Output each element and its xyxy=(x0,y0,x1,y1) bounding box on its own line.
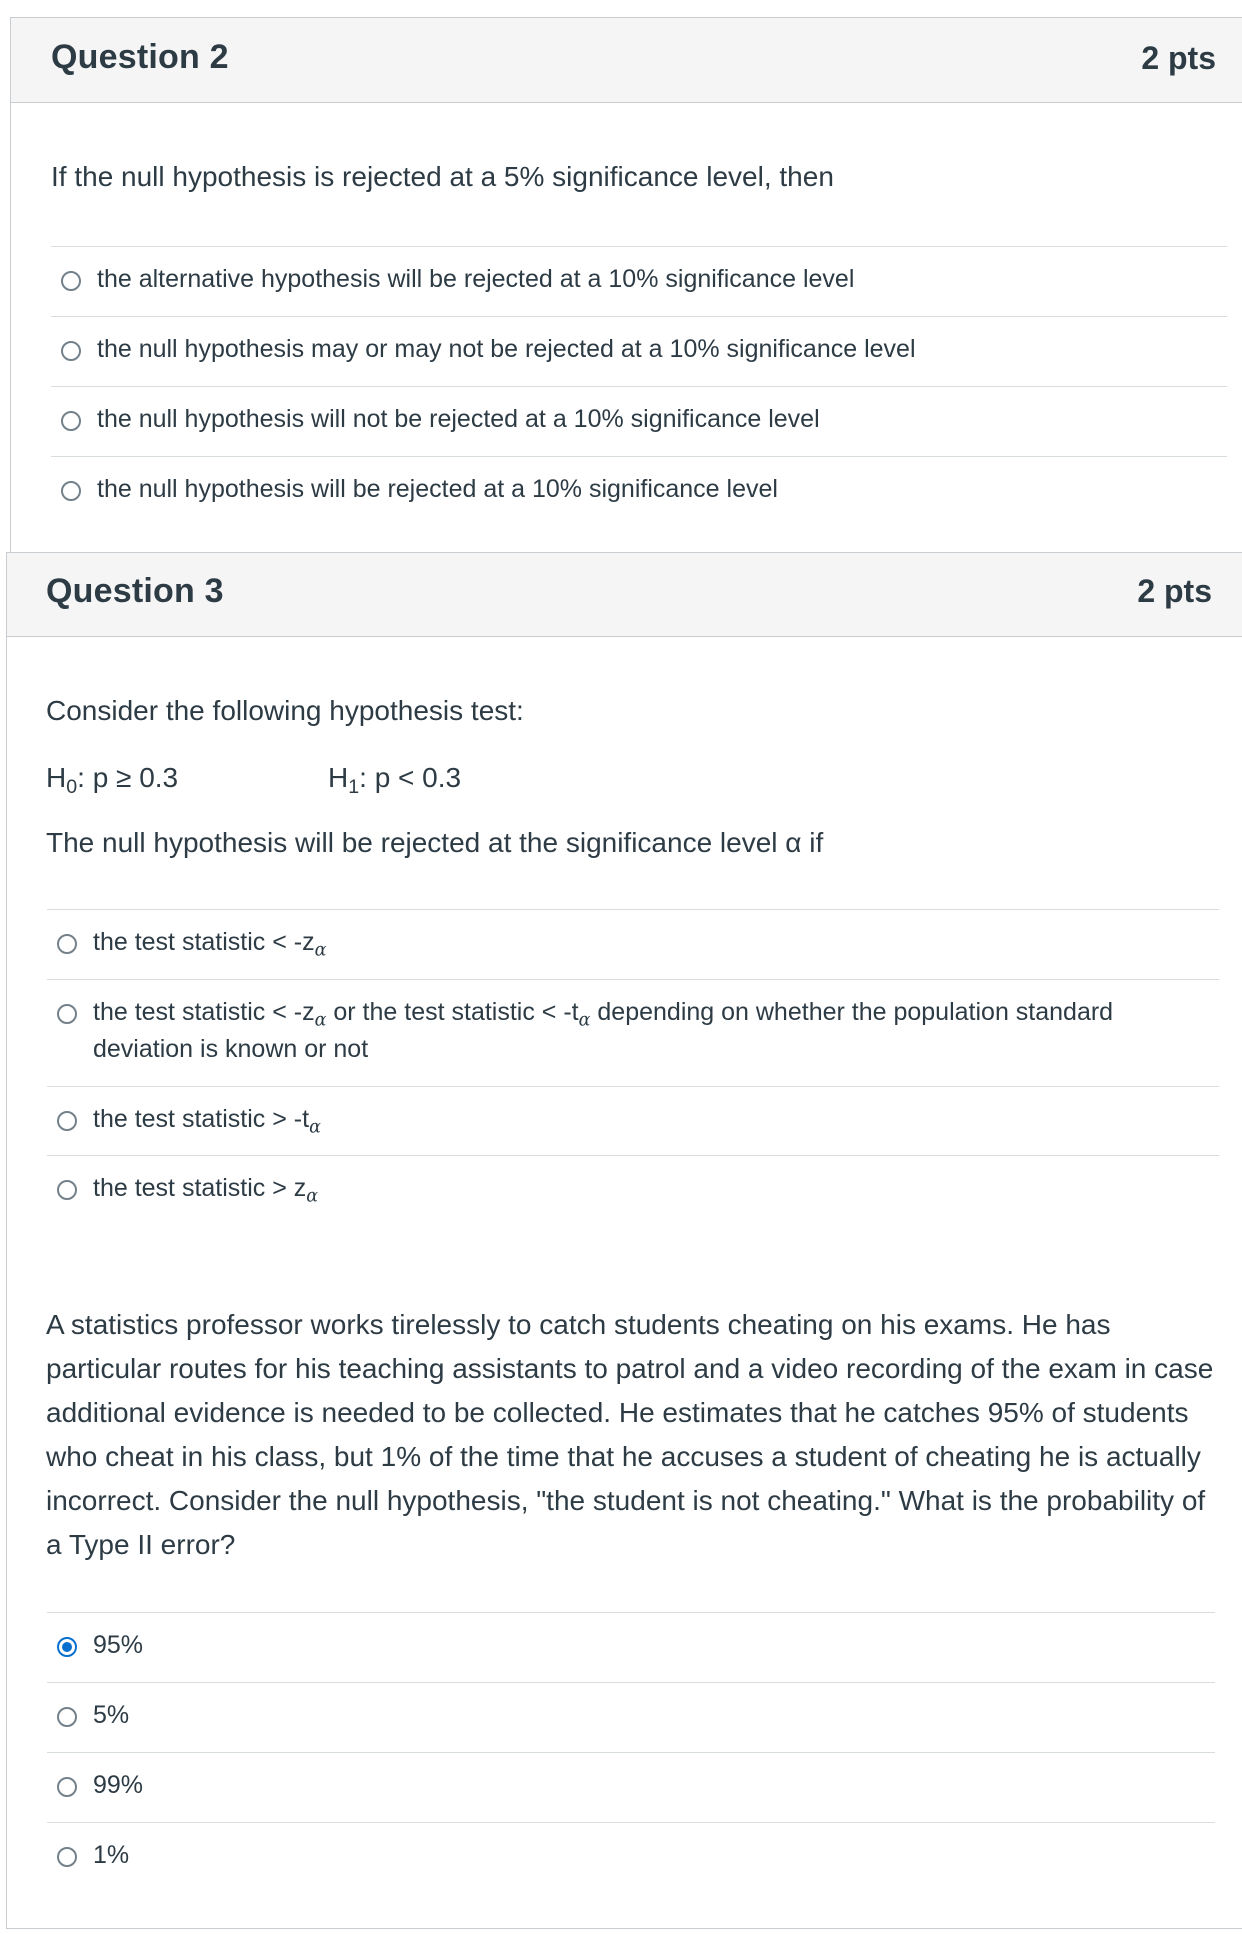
answer-label: the null hypothesis will be rejected at a 10% significance level xyxy=(97,475,778,503)
answer-label: 99% xyxy=(93,1771,144,1799)
answer-label: 1% xyxy=(93,1841,130,1869)
radio-button[interactable] xyxy=(61,271,81,291)
radio-button[interactable] xyxy=(57,1707,77,1727)
question-3-card xyxy=(6,552,1242,1264)
answer-label: the test statistic > $-t_\alpha$ xyxy=(93,1105,321,1138)
radio-button[interactable] xyxy=(57,1777,77,1797)
radio-button[interactable] xyxy=(57,1004,77,1024)
answer-label: 95% xyxy=(93,1631,144,1659)
h1-rest: : p < 0.3 xyxy=(359,762,462,793)
answer-option[interactable] xyxy=(47,909,1219,979)
radio-button[interactable] xyxy=(57,1111,77,1131)
answer-list xyxy=(51,246,1227,526)
question-points: 2 pts xyxy=(1141,40,1216,76)
h0-rest: : p ≥ 0.3 xyxy=(77,762,179,793)
answer-label: 5% xyxy=(93,1701,130,1729)
question-2-card xyxy=(10,17,1242,557)
h1-label: H xyxy=(328,762,349,793)
radio-button[interactable] xyxy=(57,934,77,954)
answer-option[interactable] xyxy=(51,456,1227,526)
answer-list xyxy=(47,909,1219,1224)
answer-label: the null hypothesis may or may not be rejected at a 10% significance level xyxy=(97,335,916,363)
question-stem-intro: Consider the following hypothesis test: xyxy=(46,695,524,726)
h0-label: H xyxy=(46,762,67,793)
hypothesis-h1 xyxy=(328,756,461,800)
h0-subscript: 0 xyxy=(66,775,78,798)
answer-option[interactable] xyxy=(47,1682,1215,1752)
question-stem-outro: The null hypothesis will be rejected at the significance level α if xyxy=(46,827,824,858)
radio-button-selected[interactable] xyxy=(57,1637,77,1657)
answer-option[interactable] xyxy=(47,979,1219,1086)
answer-option[interactable] xyxy=(47,1086,1219,1155)
answer-list xyxy=(47,1612,1215,1892)
radio-button[interactable] xyxy=(57,1847,77,1867)
question-2-header xyxy=(11,18,1242,103)
radio-button[interactable] xyxy=(61,411,81,431)
answer-option[interactable] xyxy=(51,246,1227,316)
answer-label: the test statistic < $-z_\alpha$ or the test statistic < $-t_\alpha$ depending on whether the population standard deviation is known or not xyxy=(93,998,1114,1063)
answer-option[interactable] xyxy=(47,1822,1215,1892)
radio-button[interactable] xyxy=(57,1180,77,1200)
question-stem: If the null hypothesis is rejected at a 5% significance level, then xyxy=(51,161,834,192)
radio-button[interactable] xyxy=(61,481,81,501)
question-stem: A statistics professor works tirelessly to catch students cheating on his exams. He has particular routes for his teaching assistants to patrol and a video recording of the exam in case additional evidence is needed to be collected. He estimates that he catches 95% of students who cheat in his class, but 1% of the time that he accuses a student of cheating he is actually incorrect. Consider the null hypothesis, "the student is not cheating." What is the probability of a Type II error? xyxy=(46,1309,1214,1560)
answer-label: the null hypothesis will not be rejected at a 10% significance level xyxy=(97,405,820,433)
question-3-header xyxy=(7,553,1242,637)
hypothesis-h0 xyxy=(46,756,178,800)
h1-subscript: 1 xyxy=(348,775,360,798)
answer-option[interactable] xyxy=(51,316,1227,386)
answer-option[interactable] xyxy=(47,1752,1215,1822)
question-title: Question 2 xyxy=(51,38,229,76)
radio-button[interactable] xyxy=(61,341,81,361)
question-4-card xyxy=(6,1263,1242,1929)
answer-label: the alternative hypothesis will be rejected at a 10% significance level xyxy=(97,265,855,293)
answer-option[interactable] xyxy=(47,1155,1219,1224)
question-points: 2 pts xyxy=(1137,573,1212,609)
question-title: Question 3 xyxy=(46,572,224,610)
answer-label: the test statistic > $z_\alpha$ xyxy=(93,1174,319,1207)
answer-label: the test statistic < $-z_\alpha$ xyxy=(93,928,327,961)
answer-option[interactable] xyxy=(51,386,1227,456)
answer-option[interactable] xyxy=(47,1612,1215,1682)
